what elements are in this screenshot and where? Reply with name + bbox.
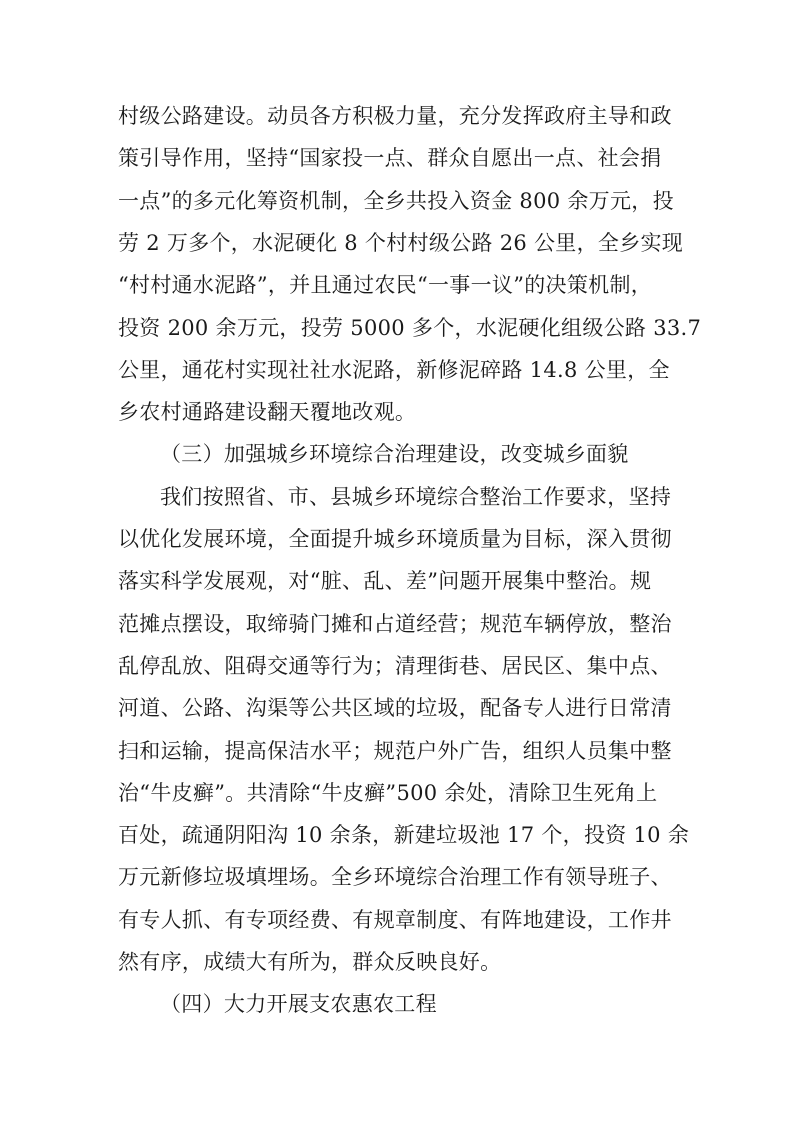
section-heading: （三）加强城乡环境综合治理建设，改变城乡面貌 <box>160 442 629 467</box>
section-heading: （四）大力开展支农惠农工程 <box>160 992 437 1017</box>
body-text-line: 策引导作用，坚持“国家投一点、群众自愿出一点、社会捐 <box>118 146 662 171</box>
body-text-line: 然有序，成绩大有所为，群众反映良好。 <box>118 950 502 974</box>
body-text-line: “村村通水泥路”，并且通过农民“一事一议”的决策机制， <box>118 273 653 298</box>
body-text-line: 百处，疏通阴阳沟 10 余条，新建垃圾池 17 个，投资 10 余 <box>118 823 690 848</box>
body-text-line: 投资 200 余万元，投劳 5000 多个，水泥硬化组级公路 33.7 <box>118 315 702 340</box>
body-text-line: 一点”的多元化筹资机制，全乡共投入资金 800 余万元，投 <box>118 188 674 213</box>
body-text-line: 万元新修垃圾填埋场。全乡环境综合治理工作有领导班子、 <box>118 865 672 890</box>
body-text-line: 乡农村通路建设翻天覆地改观。 <box>118 400 417 425</box>
body-text-line: 落实科学发展观，对“脏、乱、差”问题开展集中整治。规 <box>118 569 652 594</box>
body-text-line: 有专人抓、有专项经费、有规章制度、有阵地建设，工作井 <box>118 907 672 932</box>
body-text-line: 劳 2 万多个，水泥硬化 8 个村村级公路 26 公里，全乡实现 <box>118 230 684 255</box>
body-text-line: 我们按照省、市、县城乡环境综合整治工作要求，坚持 <box>160 484 672 509</box>
body-text-line: 治“牛皮癣”。共清除“牛皮癣”500 余处，清除卫生死角上 <box>118 780 658 805</box>
body-text-line: 村级公路建设。动员各方积极力量，充分发挥政府主导和政 <box>118 104 672 128</box>
body-text-line: 河道、公路、沟渠等公共区域的垃圾，配备专人进行日常清 <box>118 696 672 721</box>
body-text-line: 扫和运输，提高保洁水平；规范户外广告，组织人员集中整 <box>118 738 672 763</box>
body-text-line: 以优化发展环境，全面提升城乡环境质量为目标，深入贯彻 <box>118 527 672 551</box>
body-text-line: 范摊点摆设，取缔骑门摊和占道经营；规范车辆停放，整治 <box>118 611 672 636</box>
body-text-line: 乱停乱放、阻碍交通等行为；清理街巷、居民区、集中点、 <box>118 653 672 678</box>
body-text-line: 公里，通花村实现社社水泥路，新修泥碎路 14.8 公里，全 <box>118 357 670 382</box>
